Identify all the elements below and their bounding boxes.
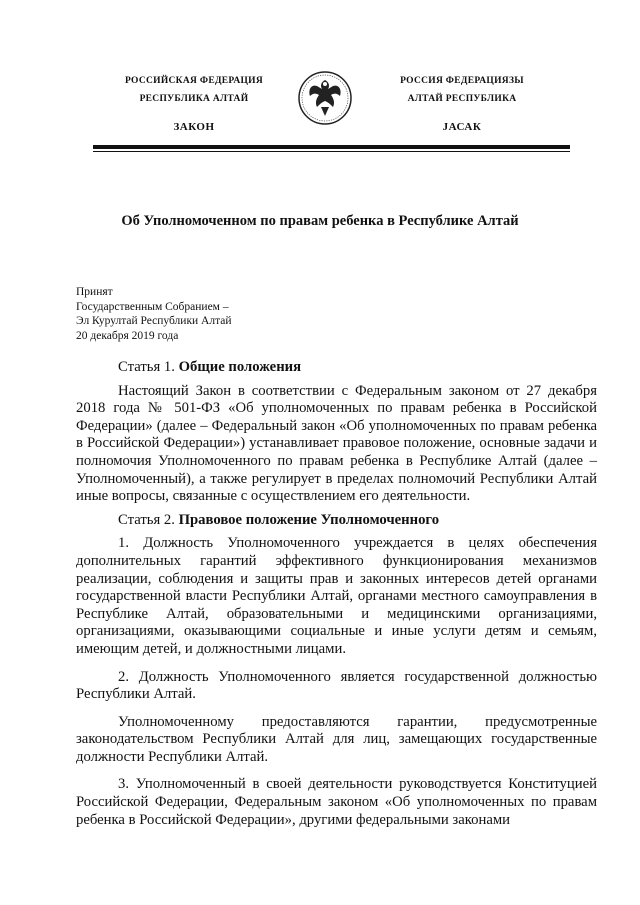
article-1-title: Общие положения bbox=[178, 359, 302, 375]
header-right-line1: РОССИЯ ФЕДЕРАЦИЯЗЫ bbox=[400, 76, 524, 86]
adoption-note bbox=[76, 285, 232, 343]
article-2-prefix: Статья 2. bbox=[118, 511, 179, 528]
article-1-heading bbox=[76, 359, 597, 377]
header-right-line2: АЛТАЙ РЕСПУБЛИКА bbox=[407, 94, 517, 104]
document-header bbox=[0, 70, 640, 150]
adoption-line: Принят bbox=[76, 286, 113, 298]
article-2-paragraph-4: 3. Уполномоченный в своей деятельности руководствуется Конституцией Российской Федерации, Федеральным законом «Об уполномоченных по правам ребенка в Российской Федерации», другими федеральными законами bbox=[76, 776, 597, 828]
adoption-line: Эл Курултай Республики Алтай bbox=[76, 315, 232, 327]
law-body bbox=[76, 359, 597, 829]
article-1-prefix: Статья 1. bbox=[118, 359, 179, 375]
header-right-law: ЈАСАК bbox=[442, 121, 482, 133]
article-1-paragraph: Настоящий Закон в соответствии с Федеральным законом от 27 декабря 2018 года № 501-ФЗ «Об уполномоченных по правам ребенка в Российской Федерации» (далее – Федеральный закон «Об уполномоченных по правам ребенка в Российской Федерации») устанавливает правовое положение, основные задачи и полномочия Уполномоченного по правам ребенка в Республике Алтай (далее – Уполномоченный), а также регулирует в пределах полномочий Республики Алтай иные вопросы, связанные с осуществлением его деятельности. bbox=[76, 382, 597, 505]
article-2-heading bbox=[76, 512, 597, 530]
adoption-line: Государственным Собранием – bbox=[76, 300, 229, 313]
article-2-paragraph-2: 2. Должность Уполномоченного является государственной должностью Республики Алтай. bbox=[76, 668, 597, 703]
header-left-line1: РОССИЙСКАЯ ФЕДЕРАЦИЯ bbox=[124, 76, 264, 86]
law-title: Об Уполномоченном по правам ребенка в Республике Алтай bbox=[121, 213, 519, 229]
coat-of-arms-emblem bbox=[297, 70, 353, 126]
header-left-law: ЗАКОН bbox=[173, 121, 215, 133]
header-right bbox=[372, 72, 552, 136]
header-divider-thick bbox=[93, 145, 570, 149]
header-left-line2: РЕСПУБЛИКА АЛТАЙ bbox=[139, 94, 249, 104]
header-left bbox=[108, 72, 280, 136]
header-divider-thin bbox=[93, 151, 570, 152]
article-2-paragraph-1: 1. Должность Уполномоченного учреждается в целях обеспечения дополнительных гарантий эффективного функционирования механизмов реализации, соблюдения и защиты прав и законных интересов детей органами государственной власти Республики Алтай, органами местного самоуправления в Республике Алтай, образовательными и медицинскими организациями, организациями, оказывающими социальные и иные услуги детям и семьям, имеющим детей, и должностными лицами. bbox=[76, 535, 597, 657]
adoption-date: 20 декабря 2019 года bbox=[76, 329, 179, 342]
article-2-title: Правовое положение Уполномоченного bbox=[178, 511, 440, 528]
article-2-paragraph-3: Уполномоченному предоставляются гарантии, предусмотренные законодательством Республики Алтай для лиц, замещающих государственные должности Республики Алтай. bbox=[76, 713, 597, 765]
